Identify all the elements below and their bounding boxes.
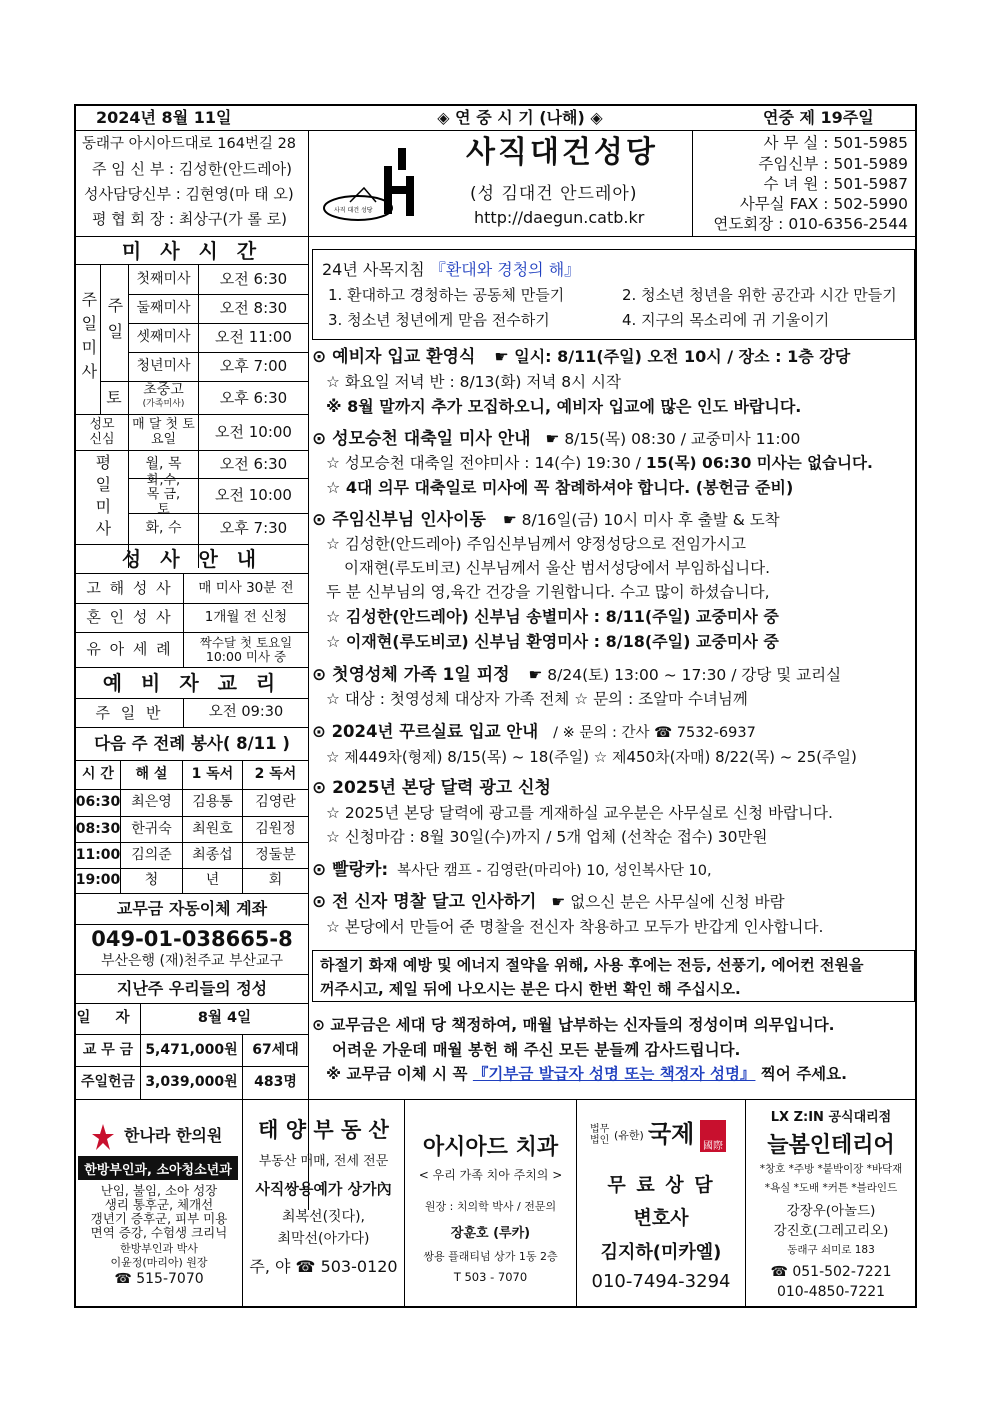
ad-clinic-details <box>76 1184 242 1286</box>
tithe-line: ⊙ 교무금은 세대 당 책정하여, 매월 납부하는 신자들의 정성이며 의무입니다. <box>312 1016 835 1034</box>
logo-text: 사직 대건 성당 <box>334 207 373 214</box>
offering-amount: 3,039,000원 <box>145 1074 238 1091</box>
server-reader2: 회 <box>268 872 283 889</box>
mass-row-name: 첫째미사 <box>136 270 191 287</box>
account-bank: 부산은행 (재)천주교 부산교구 <box>100 953 284 970</box>
notice-line-a: ☆ 성모승천 대축일 전야미사 : 14(수) 19:30 / <box>326 454 646 472</box>
mass-row-name: 청년미사 <box>136 357 191 374</box>
sacrament-detail: 짝수달 첫 토요일 10:00 미사 중 <box>199 634 293 664</box>
ad-law-name: 국제 <box>648 1120 695 1148</box>
notice-line: 두 분 신부님의 영,육간 건강을 기원합니다. 수고 많이 하셨습니다, <box>326 583 770 601</box>
server-time: 06:30 <box>75 794 121 811</box>
notice-line: ☆ 화요일 저녁 반 : 8/13(화) 저녁 8시 시작 <box>326 373 621 391</box>
ad-law-sub: (유한) <box>614 1129 644 1142</box>
contact-convent: 수 녀 원 : 501-5987 <box>763 175 908 193</box>
contact-office: 사 무 실 : 501-5985 <box>763 134 908 152</box>
contact-pastor: 주임신부 : 501-5989 <box>758 155 908 173</box>
holy-devotion-time: 오전 10:00 <box>215 423 292 442</box>
notice-nametag <box>312 894 785 911</box>
ad-line: 사직쌍용예가 상가內 <box>255 1180 392 1198</box>
ad-phone: 010-4850-7221 <box>776 1284 886 1300</box>
server-commentator: 최은영 <box>131 794 172 811</box>
notice-line: ※ 8월 말까지 추가 모집하오니, 예비자 입교에 많은 인도 바랍니다. <box>326 397 802 416</box>
notice-title: ⊙ 2025년 본당 달력 광고 신청 <box>312 778 551 798</box>
liturgical-season: ◈ 연 중 시 기 (나해) ◈ <box>437 108 603 127</box>
motto-item: 1. 환대하고 경청하는 공동체 만들기 <box>328 286 565 304</box>
notice-line: ☆ 이재현(루도비코) 신부님 환영미사 : 8/18(주일) 교중미사 중 <box>326 632 779 651</box>
weekday-days: 월, 목 <box>145 455 182 472</box>
motto-heading <box>322 262 580 278</box>
server-commentator: 청 <box>144 872 159 889</box>
servers-header: 2 독서 <box>254 766 297 783</box>
tithe-line <box>326 1067 847 1083</box>
notice-line-b: 15(목) 06:30 미사는 없습니다. <box>645 454 873 472</box>
weekday-mass-label: 평일미사 <box>92 454 112 542</box>
ad-dental-name: 아시아드 치과 <box>422 1135 559 1160</box>
ad-phone: T 503 - 7070 <box>453 1270 528 1284</box>
mass-row-time: 오전 8:30 <box>219 299 288 318</box>
notice-info: 복사단 캠프 - 김영란(마리아) 10, 성인복사단 10, <box>397 863 712 879</box>
weekday-time: 오전 10:00 <box>215 486 292 505</box>
sunday-mass-label: 주일미사 <box>78 291 98 387</box>
saturday-mass-name: 초중고 <box>143 382 184 398</box>
ad-line: 원장 : 치의학 박사 / 전문의 <box>424 1200 557 1213</box>
saturday-mass-sub: (가족미사) <box>142 399 185 409</box>
motto-item: 2. 청소년 청년을 위한 공간과 시간 만들기 <box>622 286 897 304</box>
notice-title: ⊙ 첫영성체 가족 1일 피정 <box>312 665 510 685</box>
ad-law-stamp: 國際 <box>700 1120 726 1152</box>
server-time: 08:30 <box>75 820 121 837</box>
church-logo <box>320 140 424 226</box>
notice-line: ☆ 김성한(안드레아) 주임신부님께서 양정성당으로 전임가시고 <box>326 535 747 553</box>
ad-line: *창호 *주방 *붙박이장 *바닥재 <box>759 1163 903 1175</box>
motto-prefix: 24년 사목지침 <box>322 260 430 279</box>
summer-notice-line: 하절기 화재 예방 및 에너지 절약을 위해, 사용 후에는 전등, 선풍기, 에어컨 전원을 <box>320 956 864 974</box>
holy-devotion-label: 성모신심 <box>89 417 115 447</box>
offering-count: 67세대 <box>252 1041 299 1058</box>
tithe-line: 어려운 가운데 매월 봉헌 해 주신 모든 분들께 감사드립니다. <box>332 1041 741 1059</box>
notice-catechumen <box>312 349 850 366</box>
server-reader1: 김용통 <box>192 794 233 811</box>
notice-line <box>326 456 873 472</box>
ad-line: 최복선(짓다), <box>282 1209 365 1225</box>
offering-type: 교 무 금 <box>82 1041 134 1058</box>
mass-row-time: 오전 6:30 <box>219 270 288 289</box>
contact-memorial: 연도회장 : 010-6356-2544 <box>713 215 908 233</box>
ad-line: 무 료 상 담 <box>607 1174 715 1196</box>
cross-logo-icon <box>92 1124 114 1150</box>
ad-line: 최막선(아가다) <box>277 1231 370 1247</box>
church-website[interactable]: http://daegun.catb.kr <box>474 208 645 227</box>
week-number: 연중 제 19주일 <box>763 108 874 127</box>
servers-title: 다음 주 전례 봉사( 8/11 ) <box>94 733 290 753</box>
server-reader1: 최종섭 <box>192 846 233 863</box>
ad-phone: ☎ 051-502-7221 <box>770 1264 892 1280</box>
ad-line: 생리 통후군, 체개선 <box>104 1197 214 1212</box>
tithe-line-b: 『기부금 발급자 성명 또는 책정자 성명』 <box>472 1065 756 1083</box>
motto-item: 3. 청소년 청년에게 맏음 전수하기 <box>328 311 550 329</box>
sacrament-name: 혼 인 성 사 <box>86 608 173 627</box>
vicar-info: 성사담당신부 : 김현영(마 태 오) <box>84 185 294 203</box>
offering-date-label: 일 자 <box>76 1010 140 1027</box>
offering-type: 주일헌금 <box>80 1074 136 1091</box>
sacrament-title: 성 사 안 내 <box>121 547 263 571</box>
weekday-time: 오후 7:30 <box>219 519 288 538</box>
saturday-label: 토 <box>106 388 122 408</box>
catechumen-time: 오전 09:30 <box>208 704 284 721</box>
summer-notice-line: 꺼주시고, 제일 뒤에 나오시는 분은 다시 한번 확인 해 주십시오. <box>320 980 741 998</box>
church-patron: (성 김대건 안드레아) <box>470 184 638 204</box>
ad-line: 면역 증강, 수험생 크리닉 <box>90 1225 228 1240</box>
holy-devotion-day: 매 달 첫 토요일 <box>132 417 195 447</box>
ad-line: 난임, 불임, 소아 성장 <box>100 1183 218 1198</box>
ad-law-small: 법무법인 <box>590 1124 610 1146</box>
sacrament-detail: 1개월 전 신청 <box>204 609 288 626</box>
offering-amount: 5,471,000원 <box>145 1041 238 1058</box>
server-reader1: 년 <box>205 872 220 889</box>
account-title: 교무금 자동이체 계좌 <box>116 899 268 919</box>
offering-count: 483명 <box>254 1074 297 1091</box>
notice-calendar <box>312 780 551 797</box>
pastor-info: 주 임 신 부 : 김성한(안드레아) <box>92 160 292 178</box>
ad-line: < 우리 가족 치아 주치의 > <box>418 1168 563 1182</box>
notice-info: ☛ 일시: 8/11(주일) 오전 10시 / 장소 : 1층 강당 <box>494 347 851 366</box>
notice-line: ☆ 신청마감 : 8월 30일(수)까지 / 5개 업체 (선착순 접수) 30만원 <box>326 828 768 846</box>
mass-row-name: 둘째미사 <box>136 299 191 316</box>
notice-spiritual-bouquet <box>312 862 712 879</box>
notice-info: ☛ 8/15(목) 08:30 / 교중미사 11:00 <box>545 430 801 448</box>
notice-line: ☆ 2025년 본당 달력에 광고를 게재하실 교우분은 사무실로 신청 바랍니다. <box>326 804 833 822</box>
offering-title: 지난주 우리들의 정성 <box>116 979 268 999</box>
catechumen-class: 주 일 반 <box>95 703 164 722</box>
notice-title: ⊙ 전 신자 명찰 달고 인사하기 <box>312 892 537 912</box>
server-reader1: 최원호 <box>192 820 233 837</box>
catechumen-title: 예 비 자 교 리 <box>102 671 282 695</box>
contact-fax: 사무실 FAX : 502-5990 <box>739 195 908 213</box>
saturday-mass <box>129 382 198 414</box>
offering-date: 8월 4일 <box>197 1010 252 1027</box>
weekday-days: 화, 수 <box>145 519 182 536</box>
weekday-time: 오전 6:30 <box>219 455 288 474</box>
mass-times-title: 미 사 시 간 <box>121 239 263 263</box>
ad-line: 쌍용 플래티넘 상가 1동 2층 <box>423 1250 558 1263</box>
notice-title: ⊙ 주임신부님 인사이동 <box>312 510 486 530</box>
servers-header: 1 독서 <box>191 766 234 783</box>
bulletin-date: 2024년 8월 11일 <box>96 108 232 127</box>
account-number: 049-01-038665-8 <box>91 927 293 952</box>
ad-interior-name: 늘봄인테리어 <box>767 1133 895 1158</box>
ad-line: 동래구 쇠미로 183 <box>787 1244 875 1256</box>
server-time: 19:00 <box>75 872 121 889</box>
ad-realestate-name: 태 양 부 동 산 <box>258 1118 389 1142</box>
ad-clinic-name: 한나라 한의원 <box>124 1126 223 1145</box>
ad-clinic-band: 한방부인과, 소아청소년과 <box>78 1156 238 1180</box>
server-reader2: 정둘분 <box>255 846 296 863</box>
motto-title: 『환대와 경청의 해』 <box>429 260 581 279</box>
servers-header: 해 설 <box>135 766 168 783</box>
sacrament-name: 고 해 성 사 <box>86 579 173 598</box>
notice-title: ⊙ 2024년 꾸르실료 입교 안내 <box>312 722 539 741</box>
server-reader2: 김영란 <box>255 794 296 811</box>
mass-row-name: 셋째미사 <box>136 328 191 345</box>
ad-line: 강장우(아놀드) <box>786 1203 876 1219</box>
notice-retreat <box>312 667 841 684</box>
notice-line: ☆ 제449차(형제) 8/15(목) ~ 18(주일) ☆ 제450차(자매) 8/22(목) ~ 25(주일) <box>326 748 857 766</box>
notice-title: ⊙ 예비자 입교 환영식 <box>312 347 476 367</box>
notice-line: ☆ 본당에서 만들어 준 명찰을 전신자 착용하고 모두가 반갑게 인사합니다. <box>326 918 824 936</box>
ad-phone: ☎ 515-7070 <box>114 1271 204 1287</box>
sacrament-detail: 매 미사 30분 전 <box>198 580 294 597</box>
notice-line: 이재현(루도비코) 신부님께서 울산 범서성당에서 부임하십니다. <box>344 559 771 577</box>
ad-line: 김지하(미카엘) <box>600 1242 722 1263</box>
notice-info: ☛ 8/16일(금) 10시 미사 후 출발 & 도착 <box>502 511 780 529</box>
server-commentator: 한귀숙 <box>131 820 172 837</box>
saturday-mass-time: 오후 6:30 <box>219 388 288 407</box>
notice-line: ☆ 대상 : 첫영성체 대상자 가족 전체 ☆ 문의 : 조알마 수녀님께 <box>326 690 748 708</box>
mass-row-time: 오전 11:00 <box>215 328 292 347</box>
server-reader2: 김원정 <box>255 820 296 837</box>
ad-line: *욕실 *도배 *커튼 *블라인드 <box>764 1182 898 1194</box>
ad-line: LX Z:IN 공식대리점 <box>770 1110 892 1125</box>
server-time: 11:00 <box>75 846 121 863</box>
notice-transfer <box>312 512 780 529</box>
notice-info: ☛ 8/24(토) 13:00 ~ 17:30 / 강당 및 교리실 <box>528 666 842 684</box>
notice-cursillo <box>312 724 756 741</box>
notice-title: ⊙ 빨랑카: <box>312 860 389 880</box>
ad-phone: 주, 야 ☎ 503-0120 <box>249 1257 398 1276</box>
ad-line: 한방부인과 박사 <box>120 1242 198 1255</box>
notice-line: ☆ 4대 의무 대축일로 미사에 꼭 참례하셔야 합니다. (봉헌금 준비) <box>326 478 794 497</box>
ad-line: 장훈호 (루카) <box>450 1226 531 1241</box>
motto-item: 4. 지구의 목소리에 귀 기울이기 <box>622 311 830 329</box>
server-commentator: 김의준 <box>131 846 172 863</box>
notice-title: ⊙ 성모승천 대축일 미사 안내 <box>312 429 531 449</box>
tithe-line-c: 찍어 주세요. <box>760 1065 848 1083</box>
tithe-line-a: ※ 교무금 이체 시 꼭 <box>326 1065 468 1083</box>
ad-line: 이윤정(마리아) 원장 <box>110 1256 208 1269</box>
notice-info: ☛ 없으신 분은 사무실에 신청 바람 <box>551 893 785 911</box>
ad-line: 갱년기 증후군, 피부 미용 <box>90 1211 228 1226</box>
ad-line: 변호사 <box>633 1207 689 1229</box>
sunday-label: 주일 <box>104 297 124 349</box>
ad-line: 부동산 매매, 전세 전문 <box>258 1154 389 1169</box>
mass-row-time: 오후 7:00 <box>219 357 288 376</box>
notice-line: ☆ 김성한(안드레아) 신부님 송별미사 : 8/11(주일) 교중미사 중 <box>326 607 779 626</box>
sacrament-name: 유 아 세 례 <box>86 640 173 659</box>
weekday-days: 화,수,목 금, 토 <box>146 473 181 517</box>
servers-header: 시 간 <box>82 766 114 783</box>
notice-info: / ※ 문의 : 간사 ☎ 7532-6937 <box>553 725 756 741</box>
ad-line: 강진호(그레고리오) <box>773 1223 889 1239</box>
ad-phone: 010-7494-3294 <box>591 1271 731 1292</box>
church-name: 사직대건성당 <box>466 135 658 170</box>
church-address: 동래구 아시아드대로 164번길 28 <box>82 136 297 152</box>
council-president: 평 협 회 장 : 최상구(가 롤 로) <box>92 210 288 228</box>
notice-assumption <box>312 431 800 448</box>
